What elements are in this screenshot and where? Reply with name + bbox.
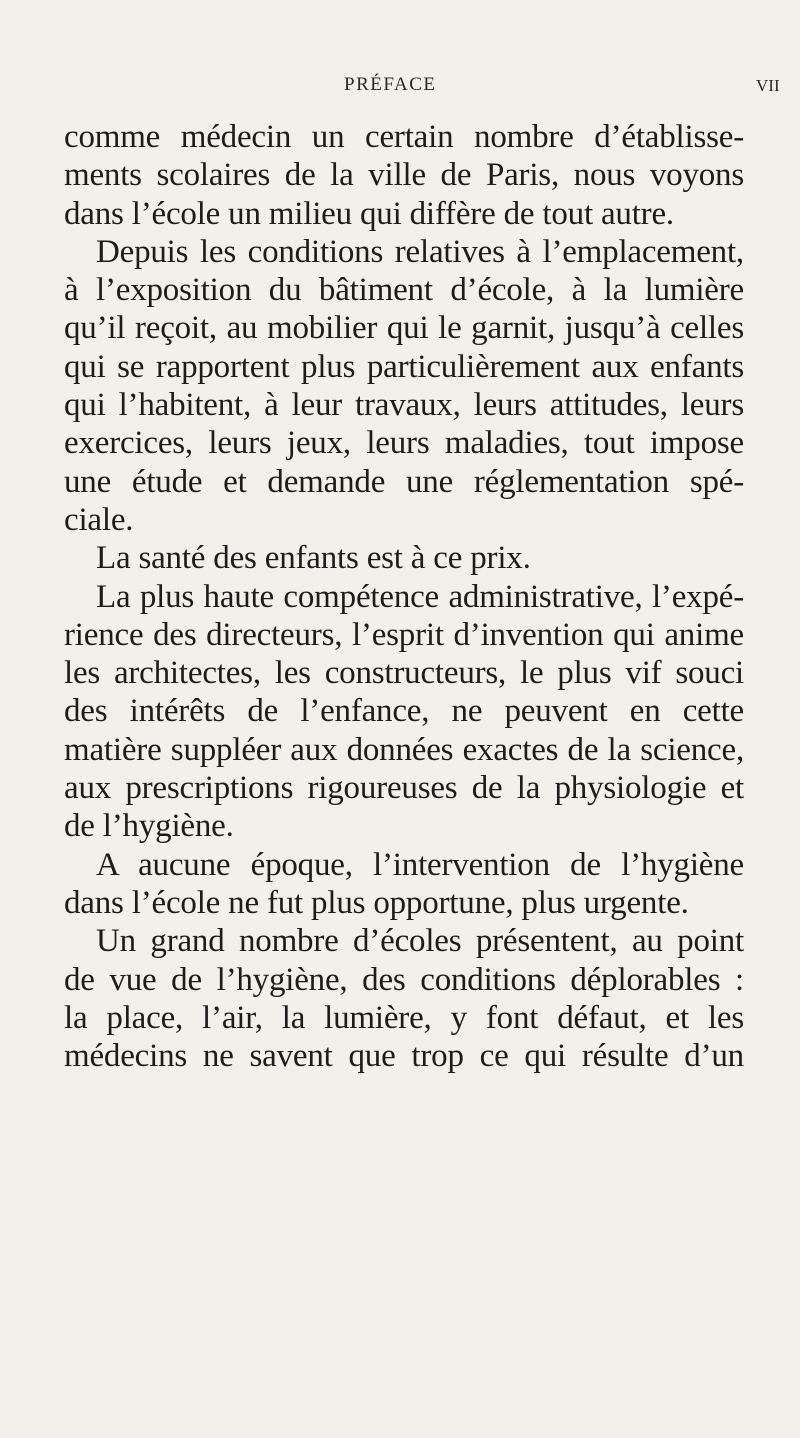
text-line: la place, l’air, la lumière, y font défaut, et les [64, 999, 744, 1036]
text-line: La santé des enfants est à ce prix. [96, 540, 531, 577]
text-line: Un grand nombre d’écoles présentent, au point [96, 923, 744, 960]
text-line: exercices, leurs jeux, leurs maladies, tout impose [64, 425, 744, 462]
body-text [64, 118, 744, 1075]
text-line: une étude et demande une réglementation spé- [64, 463, 744, 500]
text-line: matière suppléer aux données exactes de la science, [64, 731, 744, 768]
text-line: qui l’habitent, à leur travaux, leurs attitudes, leurs [64, 387, 744, 424]
text-line: de l’hygiène. [64, 808, 234, 845]
text-line: à l’exposition du bâtiment d’école, à la lumière [64, 272, 744, 309]
text-line: rience des directeurs, l’esprit d’invention qui anime [64, 616, 744, 653]
text-line: dans l’école ne fut plus opportune, plus urgente. [64, 884, 689, 921]
text-line: dans l’école un milieu qui diffère de tout autre. [64, 195, 674, 232]
text-line: de vue de l’hygiène, des conditions déplorables : [64, 961, 744, 998]
text-line: aux prescriptions rigoureuses de la physiologie et [64, 770, 744, 807]
text-line: Depuis les conditions relatives à l’emplacement, [96, 233, 744, 270]
text-line: ciale. [64, 501, 134, 538]
text-line: qu’il reçoit, au mobilier qui le garnit, jusqu’à celles [64, 310, 744, 347]
text-line: médecins ne savent que trop ce qui résulte d’un [64, 1038, 744, 1075]
text-line: comme médecin un certain nombre d’établisse- [64, 119, 744, 155]
page-header [0, 74, 800, 104]
text-line: ments scolaires de la ville de Paris, nous voyons [64, 157, 744, 194]
text-line: A aucune époque, l’intervention de l’hygiène [96, 846, 744, 883]
page-number: VII [756, 76, 780, 95]
running-title: PRÉFACE [344, 74, 437, 95]
text-line: les architectes, les constructeurs, le plus vif souci [64, 655, 744, 692]
text-line: qui se rapportent plus particulièrement aux enfants [64, 348, 744, 385]
text-line: La plus haute compétence administrative, l’expé- [96, 578, 744, 615]
text-line: des intérêts de l’enfance, ne peuvent en cette [64, 693, 744, 730]
